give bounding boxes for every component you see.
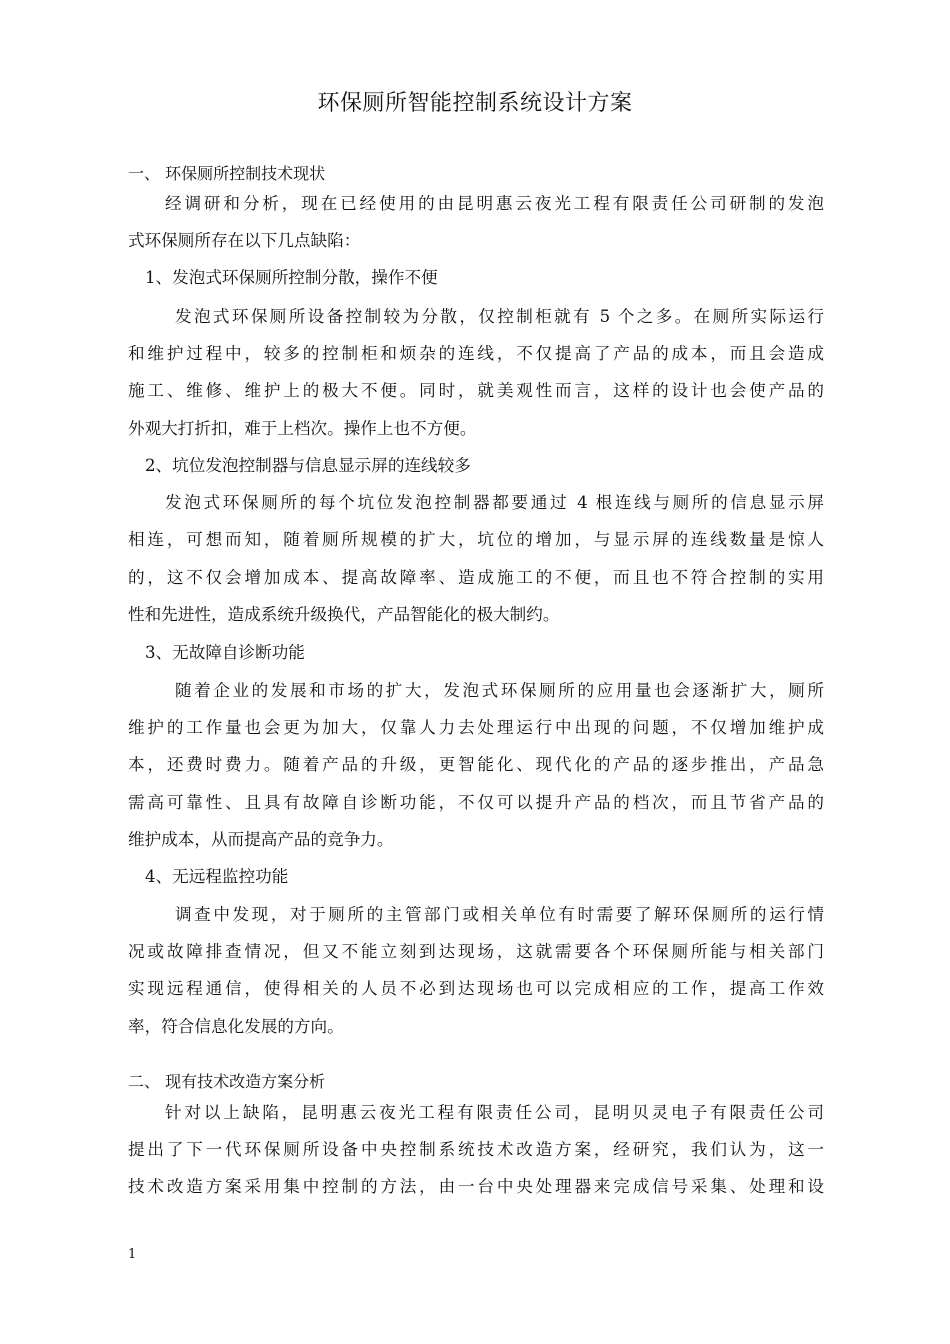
subsection-title: 2、坑位发泡控制器与信息显示屏的连线较多 <box>145 456 471 475</box>
paragraph-line: 式环保厕所存在以下几点缺陷： <box>128 231 361 250</box>
paragraph-line: 施工、维修、维护上的极大不便。同时，就美观性而言，这样的设计也会使产品的 <box>128 381 824 400</box>
paragraph-line: 调查中发现，对于厕所的主管部门或相关单位有时需要了解环保厕所的运行情 <box>175 905 824 924</box>
paragraph-line: 经调研和分析，现在已经使用的由昆明惠云夜光工程有限责任公司研制的发泡 <box>165 194 824 213</box>
paragraph-line: 发泡式环保厕所的每个坑位发泡控制器都要通过 4 根连线与厕所的信息显示屏 <box>165 493 824 512</box>
paragraph-line: 的，这不仅会增加成本、提高故障率、造成施工的不便，而且也不符合控制的实用 <box>128 568 824 587</box>
paragraph-line: 相连，可想而知，随着厕所规模的扩大，坑位的增加，与显示屏的连线数量是惊人 <box>128 530 824 549</box>
paragraph-line: 实现远程通信，使得相关的人员不必到达现场也可以完成相应的工作，提高工作效 <box>128 979 824 998</box>
section-heading: 二、 现有技术改造方案分析 <box>128 1072 326 1091</box>
paragraph-line: 维护的工作量也会更为加大，仅靠人力去处理运行中出现的问题，不仅增加维护成 <box>128 718 824 737</box>
paragraph-line: 提出了下一代环保厕所设备中央控制系统技术改造方案，经研究，我们认为，这一 <box>128 1140 824 1159</box>
subsection-title: 4、无远程监控功能 <box>145 867 289 886</box>
paragraph-line: 发泡式环保厕所设备控制较为分散，仅控制柜就有 5 个之多。在厕所实际运行 <box>175 307 824 326</box>
paragraph-line: 需高可靠性、且具有故障自诊断功能，不仅可以提升产品的档次，而且节省产品的 <box>128 793 824 812</box>
subsection-title: 1、发泡式环保厕所控制分散，操作不便 <box>145 268 438 287</box>
paragraph-line: 和维护过程中，较多的控制柜和烦杂的连线，不仅提高了产品的成本，而且会造成 <box>128 344 824 363</box>
paragraph-line: 技术改造方案采用集中控制的方法，由一台中央处理器来完成信号采集、处理和设 <box>128 1177 824 1196</box>
paragraph-line: 率，符合信息化发展的方向。 <box>128 1017 344 1036</box>
paragraph-line: 维护成本，从而提高产品的竞争力。 <box>128 830 394 849</box>
paragraph-line: 随着企业的发展和市场的扩大，发泡式环保厕所的应用量也会逐渐扩大，厕所 <box>175 681 824 700</box>
page-number: 1 <box>128 1247 137 1262</box>
subsection-title: 3、无故障自诊断功能 <box>145 643 305 662</box>
section-heading: 一、 环保厕所控制技术现状 <box>128 164 326 183</box>
paragraph-line: 本，还费时费力。随着产品的升级，更智能化、现代化的产品的逐步推出，产品急 <box>128 755 824 774</box>
paragraph-line: 性和先进性，造成系统升级换代，产品智能化的极大制约。 <box>128 605 560 624</box>
document-title: 环保厕所智能控制系统设计方案 <box>317 91 633 116</box>
paragraph-line: 针对以上缺陷，昆明惠云夜光工程有限责任公司，昆明贝灵电子有限责任公司 <box>165 1103 824 1122</box>
paragraph-line: 外观大打折扣，难于上档次。操作上也不方便。 <box>128 419 477 438</box>
paragraph-line: 况或故障排查情况，但又不能立刻到达现场，这就需要各个环保厕所能与相关部门 <box>128 942 824 961</box>
